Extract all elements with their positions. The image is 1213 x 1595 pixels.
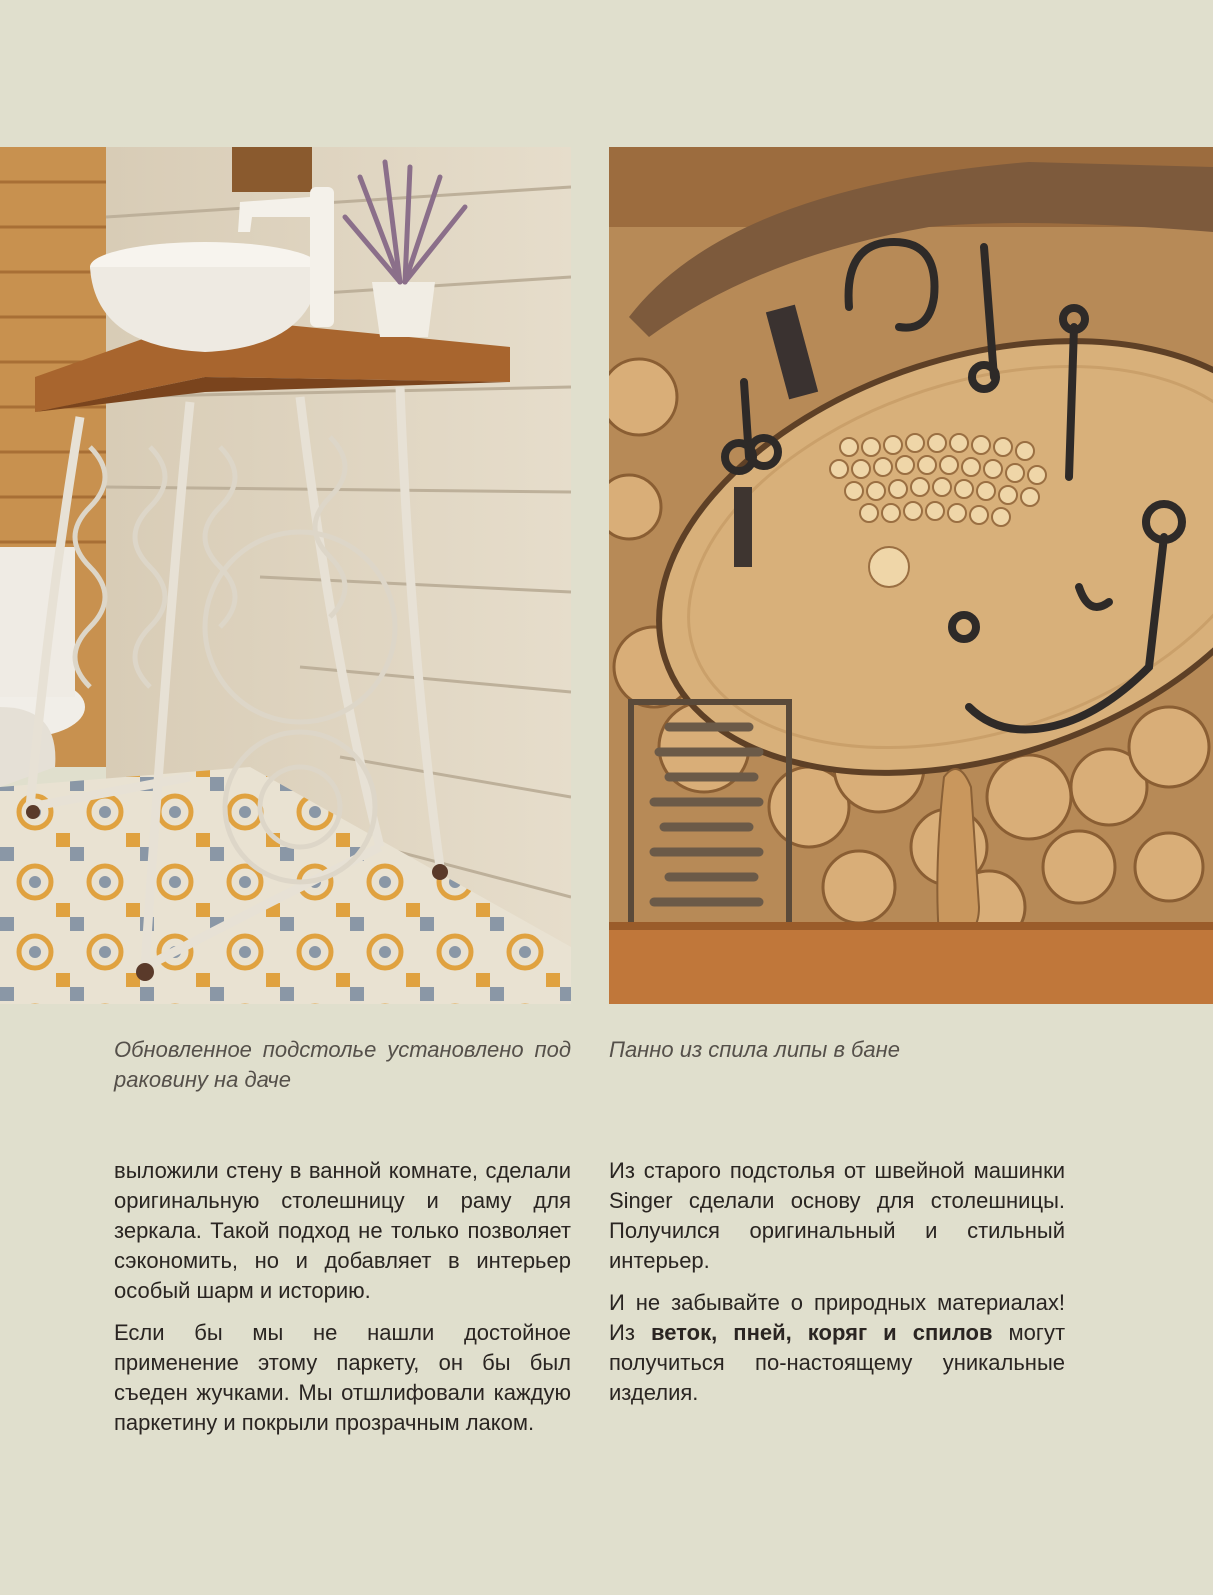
photo-caption-right: Панно из спила липы в бане [609,1037,901,1062]
paragraph: Если бы мы не нашли достойное применение этому паркету, он бы был съеден жучками. Мы отшлифовали каждую паркетину и покрыли прозрачным лаком. [114,1320,571,1435]
paragraph-text: могут получиться по-настоящему уникальные изделия. [609,1320,1066,1405]
sewing-machine-table-sink-photo [0,147,571,1004]
paragraph: выложили стену в ванной комнате, сделали оригинальную столешницу и раму для зеркала. Такой подход не только позволяет сэкономить, но и добавляет в интерьер особый шарм и историю. [114,1158,571,1303]
photo-caption-left: Обновленное подстолье установлено под раковину на даче [114,1037,571,1092]
text-column-left [114,1156,571,1450]
paragraph-text: И не забывайте о природных материалах! Из [609,1290,1065,1345]
bold-text: веток, пней, коряг и спилов [650,1320,993,1345]
text-column-right [609,1156,1065,1420]
paragraph [609,1288,1065,1408]
paragraph: Из старого подстолья от швейной машинки Singer сделали основу для столешницы. Получился оригинальный и стильный интерьер. [609,1158,1065,1273]
linden-wood-panel-photo [609,147,1213,1004]
